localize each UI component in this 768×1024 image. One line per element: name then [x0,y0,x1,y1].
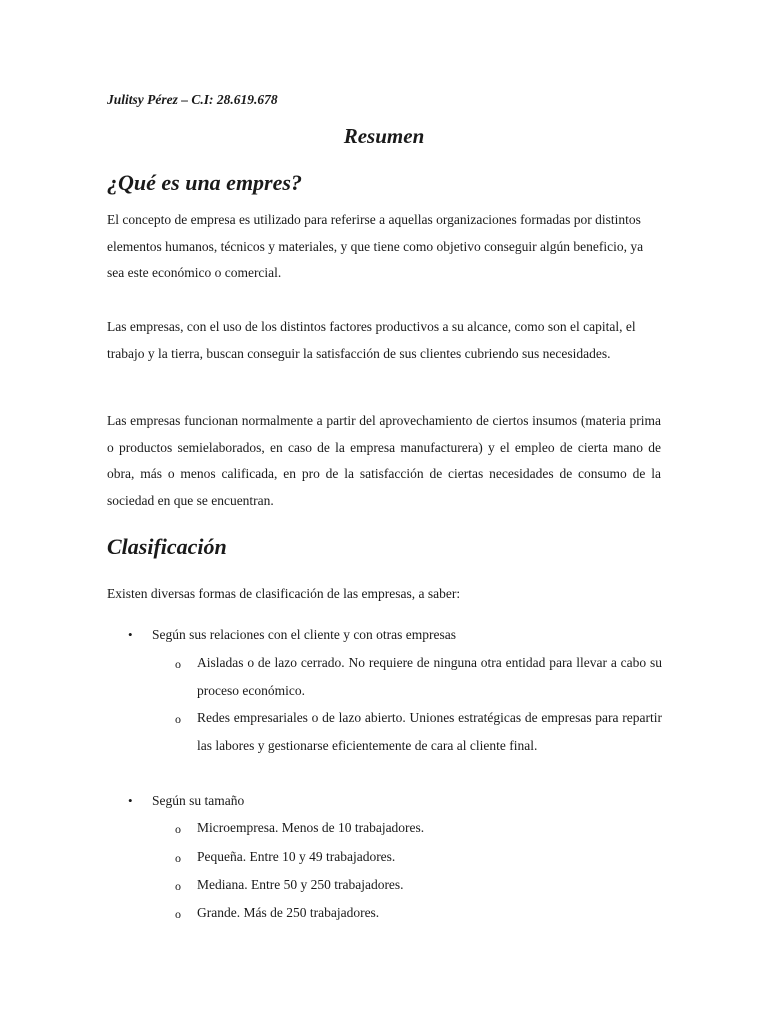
sub-bullet-icon: o [175,851,181,865]
sub-bullet-icon: o [175,879,181,893]
list-item: Grande. Más de 250 trabajadores. [197,905,380,920]
bullet-icon: • [128,793,133,808]
paragraph-1: El concepto de empresa es utilizado para referirse a aquellas organizaciones formadas por distintos elementos humanos, técnicos y materiales, y que tiene como objetivo conseguir algún beneficio, ya sea este económico o comercial. [107,212,644,280]
section-heading-que-es: ¿Qué es una empres? [107,170,302,195]
list-item: Mediana. Entre 50 y 250 trabajadores. [197,877,404,892]
sub-bullet-icon: o [175,657,181,671]
list-item: Redes empresariales o de lazo abierto. Uniones estratégicas de empresas para repartir las labores y gestionarse eficientemente de cara al cliente final. [197,710,662,753]
sub-bullet-icon: o [175,907,181,921]
section-heading-clasificacion: Clasificación [107,534,227,559]
bullet-icon: • [128,627,133,642]
list-group-label: Según sus relaciones con el cliente y con otras empresas [152,627,457,642]
page-title: Resumen [343,124,425,148]
list-group-label: Según su tamaño [152,793,245,808]
list-item: Aisladas o de lazo cerrado. No requiere de ninguna otra entidad para llevar a cabo su proceso económico. [197,655,662,698]
sub-bullet-icon: o [175,822,181,836]
sub-bullet-icon: o [175,712,181,726]
list-item: Pequeña. Entre 10 y 49 trabajadores. [197,849,396,864]
paragraph-3: Las empresas funcionan normalmente a partir del aprovechamiento de ciertos insumos (materia prima o productos semielaborados, en caso de la empresa manufacturera) y el empleo de cierta mano de obra, más o menos calificada, en pro de la satisfacción de ciertas necesidades de consumo de la sociedad en que se encuentran. [107,413,661,508]
classification-intro: Existen diversas formas de clasificación de las empresas, a saber: [107,586,461,601]
list-item: Microempresa. Menos de 10 trabajadores. [197,820,425,835]
paragraph-2: Las empresas, con el uso de los distintos factores productivos a su alcance, como son el capital, el trabajo y la tierra, buscan conseguir la satisfacción de sus clientes cubriendo sus necesidades. [107,319,636,361]
author-line: Julitsy Pérez – C.I: 28.619.678 [107,92,278,107]
